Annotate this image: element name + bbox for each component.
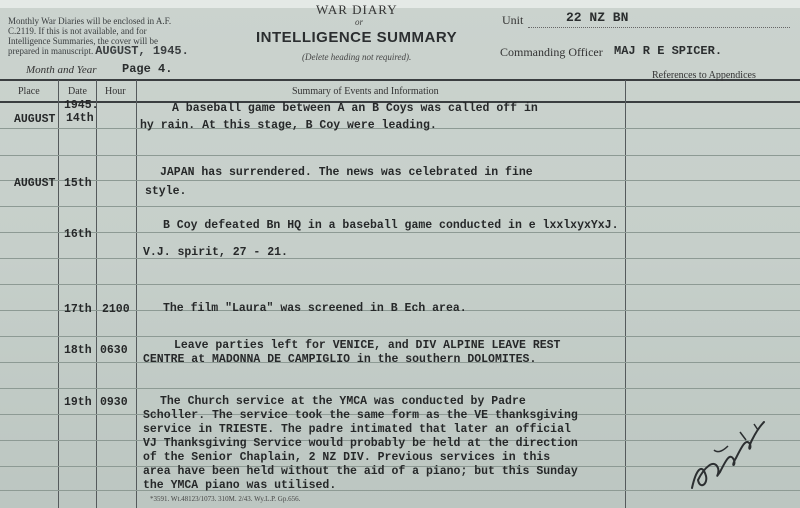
commanding-officer-value: MAJ R E SPICER. (614, 44, 723, 58)
entry-line: CENTRE at MADONNA DE CAMPIGLIO in the southern DOLOMITES. (143, 353, 537, 366)
commanding-officer-label: Commanding Officer (500, 45, 603, 59)
entry-line: VJ Thanksgiving Service would probably be held at the direction (143, 437, 578, 450)
entry-hour: 2100 (102, 303, 130, 316)
entry-date: 19th (64, 396, 92, 409)
instructions-note (8, 16, 248, 56)
entry-line: Leave parties left for VENICE, and DIV ALPINE LEAVE REST (174, 339, 561, 352)
entry-line: The Church service at the YMCA was conducted by Padre (160, 395, 526, 408)
entry-line: A baseball game between A an B Coys was called off in (172, 102, 538, 115)
title-or: or (355, 17, 364, 27)
col-header-hour: Hour (105, 86, 126, 97)
delete-heading-note: (Delete heading not required). (302, 52, 412, 62)
row-rule (0, 284, 800, 285)
row-rule (0, 232, 800, 233)
entry-line: JAPAN has surrendered. The news was celebrated in fine (160, 166, 533, 179)
war-diary-title: WAR DIARY (316, 2, 398, 17)
col-header-date: Date (68, 86, 87, 97)
col-header-summary: Summary of Events and Information (292, 86, 439, 97)
entry-hour: 0930 (100, 396, 128, 409)
entry-line: V.J. spirit, 27 - 21. (143, 246, 288, 259)
entry-date: 18th (64, 344, 92, 357)
row-rule (0, 490, 800, 491)
entry-line: area have been held without the aid of a piano; but this Sunday (143, 465, 578, 478)
entry-year: 1945. (64, 99, 99, 112)
entry-date: 15th (64, 177, 92, 190)
col-divider-date (96, 80, 97, 508)
row-rule (0, 180, 800, 181)
entry-line: service in TRIESTE. The padre intimated that later an official (143, 423, 571, 436)
entry-line: of the Senior Chaplain, 2 NZ DIV. Previous services in this (143, 451, 551, 464)
entry-date: 14th (66, 112, 94, 125)
entry-date: 17th (64, 303, 92, 316)
note-line-4: prepared in manuscript. AUGUST, 1945. (8, 44, 189, 58)
col-divider-place (58, 80, 59, 508)
col-header-references: References to Appendices (652, 70, 756, 81)
note-line-3: Intelligence Summaries, the cover will be (8, 36, 158, 46)
col-header-place: Place (18, 86, 40, 97)
entry-place: AUGUST (14, 113, 56, 126)
entry-place: AUGUST (14, 177, 56, 190)
intelligence-summary-title: INTELLIGENCE SUMMARY (256, 29, 458, 46)
entry-line: The film "Laura" was screened in B Ech area. (163, 302, 467, 315)
entry-hour: 0630 (100, 344, 128, 357)
row-rule (0, 258, 800, 259)
unit-underline (528, 27, 790, 28)
col-divider-summary (625, 80, 626, 508)
entry-line: hy rain. At this stage, B Coy were leading. (140, 119, 437, 132)
row-rule (0, 206, 800, 207)
period-value: AUGUST, 1945. (95, 44, 189, 58)
entry-line: B Coy defeated Bn HQ in a baseball game conducted in e lxxlxyxYxJ. (163, 219, 619, 232)
entry-line: the YMCA piano was utilised. (143, 479, 337, 492)
top-paper-edge (0, 0, 800, 8)
unit-value: 22 NZ BN (566, 10, 629, 25)
col-divider-hour (136, 80, 137, 508)
entry-line: style. (145, 185, 187, 198)
entry-line: Scholler. The service took the same form as the VE thanksgiving (143, 409, 578, 422)
print-footnote: *3591. Wt.48123/1073. 310M. 2/43. Wy.L.P. Gp.656. (150, 495, 301, 503)
entry-date: 16th (64, 228, 92, 241)
page-number: Page 4. (122, 62, 173, 76)
row-rule (0, 336, 800, 337)
note-line-2: C.2119. If this is not available, and for (8, 26, 147, 36)
handwritten-signature (684, 410, 772, 496)
unit-label: Unit (502, 13, 524, 27)
month-year-label: Month and Year (26, 64, 97, 76)
row-rule (0, 155, 800, 156)
note-line-1: Monthly War Diaries will be enclosed in A.F. (8, 16, 172, 26)
row-rule (0, 388, 800, 389)
